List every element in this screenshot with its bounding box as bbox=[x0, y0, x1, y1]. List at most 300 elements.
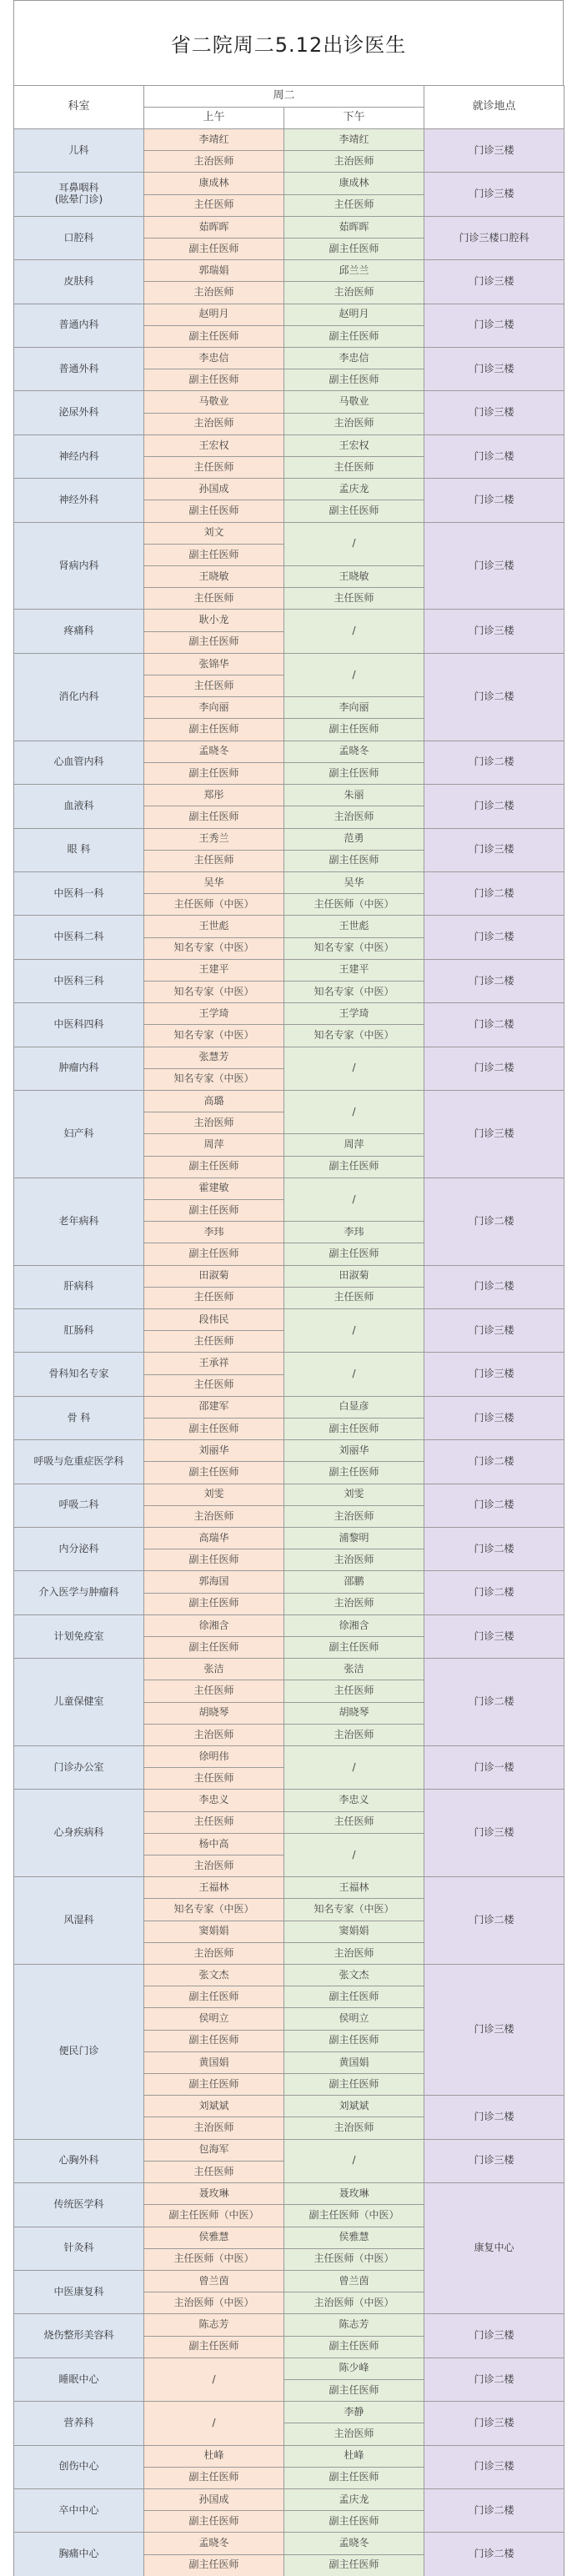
location-cell: 门诊一楼 bbox=[424, 1746, 564, 1790]
location-cell: 门诊二楼 bbox=[424, 1659, 564, 1746]
pm-doctor-cell: 孟晓冬 bbox=[284, 741, 424, 762]
am-doctor-cell: 邵建军 bbox=[144, 1396, 284, 1418]
table-row bbox=[14, 434, 564, 456]
am-doctor-cell: 刘斌斌 bbox=[144, 2096, 284, 2117]
location-cell: 门诊三楼 bbox=[424, 1308, 564, 1352]
pm-doctor-cell: 王宏权 bbox=[284, 434, 424, 456]
am-doctor-cell: 主任医师 bbox=[144, 588, 284, 610]
am-doctor-cell: 茹晖晖 bbox=[144, 216, 284, 238]
am-doctor-cell: 田淑菊 bbox=[144, 1265, 284, 1287]
pm-doctor-cell: 副主任医师 bbox=[284, 1986, 424, 2008]
pm-doctor-cell: 副主任医师 bbox=[284, 2379, 424, 2401]
location-cell: 门诊三楼 bbox=[424, 2402, 564, 2445]
table-header bbox=[14, 86, 564, 129]
pm-doctor-cell: 康成林 bbox=[284, 173, 424, 194]
pm-doctor-cell: 孟晓冬 bbox=[284, 2533, 424, 2554]
pm-doctor-cell: 副主任医师 bbox=[284, 500, 424, 522]
pm-doctor-cell: / bbox=[284, 1746, 424, 1790]
location-cell: 门诊三楼 bbox=[424, 1396, 564, 1439]
pm-doctor-cell: 副主任医师 bbox=[284, 2030, 424, 2051]
am-doctor-cell: 孙国成 bbox=[144, 2488, 284, 2510]
dept-cell: 中医康复科 bbox=[14, 2270, 144, 2313]
pm-doctor-cell: 副主任医师 bbox=[284, 1462, 424, 1484]
dept-cell: 内分泌科 bbox=[14, 1528, 144, 1571]
am-doctor-cell: 主治医师 bbox=[144, 1724, 284, 1745]
location-cell: 门诊三楼 bbox=[424, 1790, 564, 1877]
location-cell: 门诊二楼 bbox=[424, 2488, 564, 2532]
am-doctor-cell: 主治医师 bbox=[144, 282, 284, 304]
pm-doctor-cell: 曾兰茵 bbox=[284, 2270, 424, 2292]
location-cell: 门诊二楼 bbox=[424, 653, 564, 741]
table-row bbox=[14, 1614, 564, 1636]
am-doctor-cell: 陈志芳 bbox=[144, 2314, 284, 2336]
pm-doctor-cell: / bbox=[284, 522, 424, 565]
pm-doctor-cell: 李向丽 bbox=[284, 697, 424, 719]
pm-doctor-cell: 副主任医师 bbox=[284, 1637, 424, 1659]
am-doctor-cell: 主治医师（中医） bbox=[144, 2292, 284, 2314]
am-doctor-cell: 副主任医师 bbox=[144, 762, 284, 784]
am-doctor-cell: 刘丽华 bbox=[144, 1440, 284, 1462]
pm-doctor-cell: 赵明月 bbox=[284, 304, 424, 325]
am-doctor-cell: 副主任医师 bbox=[144, 2030, 284, 2051]
location-cell: 门诊三楼 bbox=[424, 2445, 564, 2488]
pm-doctor-cell: 胡晓琴 bbox=[284, 1702, 424, 1724]
am-doctor-cell: 马敬业 bbox=[144, 391, 284, 413]
table-row bbox=[14, 2488, 564, 2510]
pm-doctor-cell: 副主任医师 bbox=[284, 719, 424, 741]
dept-cell: 门诊办公室 bbox=[14, 1746, 144, 1790]
am-doctor-cell: 知名专家（中医） bbox=[144, 1068, 284, 1090]
dept-cell: 风湿科 bbox=[14, 1877, 144, 1965]
pm-doctor-cell: 马敬业 bbox=[284, 391, 424, 413]
dept-cell: 疼痛科 bbox=[14, 610, 144, 653]
pm-doctor-cell: 李靖红 bbox=[284, 129, 424, 151]
table-row bbox=[14, 653, 564, 675]
location-cell: 门诊二楼 bbox=[424, 479, 564, 522]
am-doctor-cell: 副主任医师 bbox=[144, 1593, 284, 1614]
dept-cell: 中医科三科 bbox=[14, 959, 144, 1002]
pm-doctor-cell: 刘丽华 bbox=[284, 1440, 424, 1462]
table-row bbox=[14, 391, 564, 413]
pm-doctor-cell: / bbox=[284, 2139, 424, 2182]
table-row bbox=[14, 785, 564, 806]
schedule-table bbox=[13, 85, 564, 2576]
dept-cell: 中医科二科 bbox=[14, 916, 144, 959]
table-row bbox=[14, 1571, 564, 1593]
table-row bbox=[14, 1090, 564, 1112]
pm-doctor-cell: 主治医师 bbox=[284, 806, 424, 828]
dept-cell: 呼吸二科 bbox=[14, 1484, 144, 1527]
table-row bbox=[14, 959, 564, 981]
table-row bbox=[14, 2183, 564, 2205]
pm-doctor-cell: 副主任医师 bbox=[284, 1418, 424, 1439]
pm-doctor-cell: 茹晖晖 bbox=[284, 216, 424, 238]
location-cell: 门诊三楼 bbox=[424, 522, 564, 610]
pm-doctor-cell: 陈志芳 bbox=[284, 2314, 424, 2336]
pm-doctor-cell: 侯雅慧 bbox=[284, 2227, 424, 2248]
am-doctor-cell: 赵明月 bbox=[144, 304, 284, 325]
location-cell: 门诊二楼 bbox=[424, 1003, 564, 1047]
pm-doctor-cell: 田淑菊 bbox=[284, 1265, 424, 1287]
pm-doctor-cell: 主任医师 bbox=[284, 1680, 424, 1702]
location-cell: 门诊二楼 bbox=[424, 1440, 564, 1484]
table-row bbox=[14, 610, 564, 631]
pm-doctor-cell: 知名专家（中医） bbox=[284, 937, 424, 959]
location-cell: 门诊三楼 bbox=[424, 348, 564, 391]
table-row bbox=[14, 1308, 564, 1330]
table-row bbox=[14, 2533, 564, 2554]
dept-cell: 儿童保健室 bbox=[14, 1659, 144, 1746]
pm-doctor-cell: / bbox=[284, 1090, 424, 1133]
location-cell: 门诊二楼 bbox=[424, 1877, 564, 1965]
am-doctor-cell: 副主任医师 bbox=[144, 544, 284, 565]
header-location: 就诊地点 bbox=[424, 86, 564, 129]
table-body bbox=[14, 129, 564, 2576]
pm-doctor-cell: 杜峰 bbox=[284, 2445, 424, 2467]
pm-doctor-cell: 李玮 bbox=[284, 1222, 424, 1243]
pm-doctor-cell: 副主任医师 bbox=[284, 1243, 424, 1265]
am-doctor-cell: 李玮 bbox=[144, 1222, 284, 1243]
am-doctor-cell: 主任医师 bbox=[144, 1287, 284, 1308]
am-doctor-cell: 李向丽 bbox=[144, 697, 284, 719]
am-doctor-cell: 王建平 bbox=[144, 959, 284, 981]
pm-doctor-cell: 朱丽 bbox=[284, 785, 424, 806]
pm-doctor-cell: 知名专家（中医） bbox=[284, 981, 424, 1002]
pm-doctor-cell: 主治医师（中医） bbox=[284, 2292, 424, 2314]
location-cell: 门诊三楼 bbox=[424, 1965, 564, 2096]
am-doctor-cell: 霍建敏 bbox=[144, 1178, 284, 1199]
pm-doctor-cell: 孟庆龙 bbox=[284, 479, 424, 500]
location-cell: 门诊二楼 bbox=[424, 434, 564, 478]
dept-cell: 口腔科 bbox=[14, 216, 144, 259]
am-doctor-cell: 康成林 bbox=[144, 173, 284, 194]
pm-doctor-cell: 知名专家（中医） bbox=[284, 1025, 424, 1047]
am-doctor-cell: 曾兰茵 bbox=[144, 2270, 284, 2292]
table-row bbox=[14, 1790, 564, 1811]
pm-doctor-cell: 主任医师（中医） bbox=[284, 2248, 424, 2270]
am-doctor-cell: 副主任医师 bbox=[144, 1637, 284, 1659]
am-doctor-cell: 副主任医师 bbox=[144, 2554, 284, 2576]
dept-cell: 心胸外科 bbox=[14, 2139, 144, 2182]
dept-cell: 普通内科 bbox=[14, 304, 144, 347]
am-doctor-cell: 主任医师（中医） bbox=[144, 894, 284, 916]
am-doctor-cell: 副主任医师 bbox=[144, 2336, 284, 2358]
dept-cell: 肾病内科 bbox=[14, 522, 144, 610]
pm-doctor-cell: / bbox=[284, 653, 424, 696]
pm-doctor-cell: 主治医师 bbox=[284, 413, 424, 434]
pm-doctor-cell: 知名专家（中医） bbox=[284, 1899, 424, 1921]
pm-doctor-cell: 副主任医师 bbox=[284, 1156, 424, 1178]
table-row bbox=[14, 173, 564, 194]
am-doctor-cell: 窦娟娟 bbox=[144, 1921, 284, 1942]
am-doctor-cell: 王宏权 bbox=[144, 434, 284, 456]
am-doctor-cell: 知名专家（中医） bbox=[144, 981, 284, 1002]
table-row bbox=[14, 1484, 564, 1505]
am-doctor-cell: 杨中高 bbox=[144, 1833, 284, 1855]
am-doctor-cell: 知名专家（中医） bbox=[144, 937, 284, 959]
am-doctor-cell: 知名专家（中医） bbox=[144, 1025, 284, 1047]
dept-cell: 肿瘤内科 bbox=[14, 1047, 144, 1090]
am-doctor-cell: 侯明立 bbox=[144, 2008, 284, 2030]
am-doctor-cell: 孟晓冬 bbox=[144, 2533, 284, 2554]
table-row bbox=[14, 2358, 564, 2379]
location-cell: 门诊二楼 bbox=[424, 916, 564, 959]
pm-doctor-cell: 侯明立 bbox=[284, 2008, 424, 2030]
pm-doctor-cell: 张文杰 bbox=[284, 1965, 424, 1986]
pm-doctor-cell: / bbox=[284, 1047, 424, 1090]
table-row bbox=[14, 1353, 564, 1374]
pm-doctor-cell: 白显彦 bbox=[284, 1396, 424, 1418]
table-row bbox=[14, 260, 564, 282]
am-doctor-cell: 主治医师 bbox=[144, 151, 284, 173]
pm-doctor-cell: / bbox=[284, 1833, 424, 1876]
am-doctor-cell: 王学琦 bbox=[144, 1003, 284, 1025]
table-row bbox=[14, 216, 564, 238]
location-cell: 门诊二楼 bbox=[424, 959, 564, 1002]
am-doctor-cell: 王承祥 bbox=[144, 1353, 284, 1374]
dept-cell: 创伤中心 bbox=[14, 2445, 144, 2488]
am-doctor-cell: 徐湘含 bbox=[144, 1614, 284, 1636]
pm-doctor-cell: 副主任医师 bbox=[284, 239, 424, 260]
table-row bbox=[14, 741, 564, 762]
am-doctor-cell: 副主任医师 bbox=[144, 325, 284, 347]
am-doctor-cell: 李忠义 bbox=[144, 1790, 284, 1811]
table-row bbox=[14, 129, 564, 151]
am-doctor-cell: 郑彤 bbox=[144, 785, 284, 806]
pm-doctor-cell: 邱兰兰 bbox=[284, 260, 424, 282]
location-cell: 门诊三楼 bbox=[424, 610, 564, 653]
pm-doctor-cell: 李静 bbox=[284, 2402, 424, 2423]
pm-doctor-cell: 副主任医师（中医） bbox=[284, 2205, 424, 2227]
location-cell: 门诊二楼 bbox=[424, 1484, 564, 1527]
dept-cell: 皮肤科 bbox=[14, 260, 144, 304]
dept-cell: 心血管内科 bbox=[14, 741, 144, 784]
am-doctor-cell: 副主任医师 bbox=[144, 1199, 284, 1221]
am-doctor-cell: 高璐 bbox=[144, 1090, 284, 1112]
header-am: 上午 bbox=[144, 108, 284, 129]
pm-doctor-cell: 副主任医师 bbox=[284, 325, 424, 347]
am-doctor-cell: 副主任医师 bbox=[144, 719, 284, 741]
location-cell: 门诊二楼 bbox=[424, 1047, 564, 1090]
dept-cell: 传统医学科 bbox=[14, 2183, 144, 2227]
dept-cell: 耳鼻咽科 (眩晕门诊) bbox=[14, 173, 144, 216]
location-cell: 门诊三楼 bbox=[424, 391, 564, 434]
am-doctor-cell: 副主任医师 bbox=[144, 1549, 284, 1571]
dept-cell: 烧伤整形美容科 bbox=[14, 2314, 144, 2358]
am-doctor-cell: 主任医师 bbox=[144, 1331, 284, 1353]
pm-doctor-cell: 孟庆龙 bbox=[284, 2488, 424, 2510]
am-doctor-cell: 主任医师 bbox=[144, 1680, 284, 1702]
location-cell: 门诊三楼 bbox=[424, 1090, 564, 1178]
location-cell: 门诊三楼 bbox=[424, 1353, 564, 1396]
am-doctor-cell: 李忠信 bbox=[144, 348, 284, 369]
table-row bbox=[14, 2139, 564, 2161]
location-cell: 门诊二楼 bbox=[424, 2533, 564, 2576]
pm-doctor-cell: 主治医师 bbox=[284, 282, 424, 304]
am-doctor-cell: 知名专家（中医） bbox=[144, 1899, 284, 1921]
am-doctor-cell: 郭瑞娟 bbox=[144, 260, 284, 282]
pm-doctor-cell: 周萍 bbox=[284, 1134, 424, 1156]
table-row bbox=[14, 1440, 564, 1462]
table-row bbox=[14, 348, 564, 369]
pm-doctor-cell: 黄国娟 bbox=[284, 2051, 424, 2073]
dept-cell: 介入医学与肿瘤科 bbox=[14, 1571, 144, 1614]
pm-doctor-cell: 主任医师 bbox=[284, 194, 424, 216]
dept-cell: 妇产科 bbox=[14, 1090, 144, 1178]
table-row bbox=[14, 304, 564, 325]
table-row bbox=[14, 828, 564, 850]
pm-doctor-cell: / bbox=[284, 1353, 424, 1396]
am-doctor-cell: 张洁 bbox=[144, 1659, 284, 1680]
am-doctor-cell: 王福林 bbox=[144, 1877, 284, 1899]
am-doctor-cell: 副主任医师 bbox=[144, 806, 284, 828]
am-doctor-cell: 包海军 bbox=[144, 2139, 284, 2161]
pm-doctor-cell: 聂玫琳 bbox=[284, 2183, 424, 2205]
table-row bbox=[14, 1003, 564, 1025]
dept-cell: 骨 科 bbox=[14, 1396, 144, 1439]
pm-doctor-cell: 邵鹏 bbox=[284, 1571, 424, 1593]
header-dept: 科室 bbox=[14, 86, 144, 129]
am-doctor-cell: 副主任医师 bbox=[144, 1418, 284, 1439]
pm-doctor-cell: 副主任医师 bbox=[284, 2074, 424, 2096]
table-row bbox=[14, 1877, 564, 1899]
pm-doctor-cell: 李忠义 bbox=[284, 1790, 424, 1811]
pm-doctor-cell: 副主任医师 bbox=[284, 762, 424, 784]
am-doctor-cell: 主任医师 bbox=[144, 675, 284, 697]
dept-cell: 中医科四科 bbox=[14, 1003, 144, 1047]
table-row bbox=[14, 1178, 564, 1199]
header-pm: 下午 bbox=[284, 108, 424, 129]
am-doctor-cell: 主治医师 bbox=[144, 1112, 284, 1134]
pm-doctor-cell: 陈少峰 bbox=[284, 2358, 424, 2379]
dept-cell: 针灸科 bbox=[14, 2227, 144, 2270]
pm-doctor-cell: 主任医师 bbox=[284, 1811, 424, 1833]
pm-doctor-cell: / bbox=[284, 1178, 424, 1221]
am-doctor-cell: 主任医师（中医） bbox=[144, 2248, 284, 2270]
dept-cell: 消化内科 bbox=[14, 653, 144, 741]
dept-cell: 营养科 bbox=[14, 2402, 144, 2445]
location-cell: 门诊二楼 bbox=[424, 1265, 564, 1308]
pm-doctor-cell: 李忠信 bbox=[284, 348, 424, 369]
am-doctor-cell: 刘文 bbox=[144, 522, 284, 544]
pm-doctor-cell: 副主任医师 bbox=[284, 850, 424, 871]
pm-doctor-cell: 主任医师 bbox=[284, 588, 424, 610]
header-day: 周二 bbox=[144, 86, 424, 108]
am-doctor-cell: 李靖红 bbox=[144, 129, 284, 151]
am-doctor-cell: 主任医师 bbox=[144, 850, 284, 871]
am-doctor-cell: 孙国成 bbox=[144, 479, 284, 500]
dept-cell: 计划免疫室 bbox=[14, 1614, 144, 1658]
am-doctor-cell: 胡晓琴 bbox=[144, 1702, 284, 1724]
pm-doctor-cell: 主治医师 bbox=[284, 2423, 424, 2445]
dept-cell: 眼 科 bbox=[14, 828, 144, 871]
am-doctor-cell: 张锦华 bbox=[144, 653, 284, 675]
pm-doctor-cell: / bbox=[284, 610, 424, 653]
location-cell: 康复中心 bbox=[424, 2183, 564, 2314]
dept-cell: 中医科一科 bbox=[14, 871, 144, 915]
am-doctor-cell: 张文杰 bbox=[144, 1965, 284, 1986]
pm-doctor-cell: 副主任医师 bbox=[284, 2511, 424, 2533]
table-row bbox=[14, 916, 564, 937]
am-doctor-cell: 主任医师 bbox=[144, 457, 284, 479]
pm-doctor-cell: 副主任医师 bbox=[284, 2467, 424, 2488]
table-row bbox=[14, 1528, 564, 1549]
pm-doctor-cell: 主治医师 bbox=[284, 151, 424, 173]
am-doctor-cell: 副主任医师 bbox=[144, 369, 284, 391]
dept-cell: 骨科知名专家 bbox=[14, 1353, 144, 1396]
dept-cell: 肛肠科 bbox=[14, 1308, 144, 1352]
pm-doctor-cell: 主治医师 bbox=[284, 1724, 424, 1745]
pm-doctor-cell: 王晓敏 bbox=[284, 566, 424, 588]
table-row bbox=[14, 1965, 564, 1986]
am-doctor-cell: 耿小龙 bbox=[144, 610, 284, 631]
am-doctor-cell: 孟晓冬 bbox=[144, 741, 284, 762]
pm-doctor-cell: 范勇 bbox=[284, 828, 424, 850]
pm-doctor-cell: 主任医师 bbox=[284, 1287, 424, 1308]
location-cell: 门诊三楼 bbox=[424, 173, 564, 216]
dept-cell: 神经内科 bbox=[14, 434, 144, 478]
dept-cell: 老年病科 bbox=[14, 1178, 144, 1265]
pm-doctor-cell: 张洁 bbox=[284, 1659, 424, 1680]
pm-doctor-cell: 窦娟娟 bbox=[284, 1921, 424, 1942]
location-cell: 门诊二楼 bbox=[424, 871, 564, 915]
pm-doctor-cell: 王学琦 bbox=[284, 1003, 424, 1025]
am-doctor-cell: 副主任医师 bbox=[144, 500, 284, 522]
am-doctor-cell: / bbox=[144, 2402, 284, 2445]
am-doctor-cell: 副主任医师 bbox=[144, 631, 284, 653]
am-doctor-cell: 张慧芳 bbox=[144, 1047, 284, 1068]
dept-cell: 血液科 bbox=[14, 785, 144, 828]
pm-doctor-cell: 吴华 bbox=[284, 871, 424, 893]
location-cell: 门诊三楼 bbox=[424, 260, 564, 304]
location-cell: 门诊二楼 bbox=[424, 1528, 564, 1571]
am-doctor-cell: 主治医师 bbox=[144, 2117, 284, 2139]
location-cell: 门诊三楼口腔科 bbox=[424, 216, 564, 259]
table-row bbox=[14, 1659, 564, 1680]
pm-doctor-cell: 刘斌斌 bbox=[284, 2096, 424, 2117]
pm-doctor-cell: 主治医师 bbox=[284, 2117, 424, 2139]
am-doctor-cell: 王秀兰 bbox=[144, 828, 284, 850]
table-row bbox=[14, 2402, 564, 2423]
am-doctor-cell: 主治医师 bbox=[144, 413, 284, 434]
am-doctor-cell: 副主任医师 bbox=[144, 1156, 284, 1178]
am-doctor-cell: 主任医师 bbox=[144, 1811, 284, 1833]
am-doctor-cell: 王晓敏 bbox=[144, 566, 284, 588]
am-doctor-cell: 副主任医师 bbox=[144, 1986, 284, 2008]
am-doctor-cell: 副主任医师 bbox=[144, 2467, 284, 2488]
am-doctor-cell: 段伟民 bbox=[144, 1308, 284, 1330]
am-doctor-cell: 副主任医师 bbox=[144, 2511, 284, 2533]
dept-cell: 睡眠中心 bbox=[14, 2358, 144, 2401]
location-cell: 门诊二楼 bbox=[424, 1571, 564, 1614]
location-cell: 门诊三楼 bbox=[424, 1614, 564, 1658]
am-doctor-cell: 主治医师 bbox=[144, 1942, 284, 1964]
dept-cell: 心身疾病科 bbox=[14, 1790, 144, 1877]
dept-cell: 便民门诊 bbox=[14, 1965, 144, 2140]
table-row bbox=[14, 2445, 564, 2467]
am-doctor-cell: 副主任医师 bbox=[144, 1462, 284, 1484]
table-row bbox=[14, 1746, 564, 1768]
am-doctor-cell: 徐明伟 bbox=[144, 1746, 284, 1768]
dept-cell: 神经外科 bbox=[14, 479, 144, 522]
location-cell: 门诊三楼 bbox=[424, 828, 564, 871]
am-doctor-cell: 主治医师 bbox=[144, 1505, 284, 1527]
am-doctor-cell: 主任医师 bbox=[144, 194, 284, 216]
am-doctor-cell: / bbox=[144, 2358, 284, 2401]
am-doctor-cell: 黄国娟 bbox=[144, 2051, 284, 2073]
am-doctor-cell: 聂玫琳 bbox=[144, 2183, 284, 2205]
pm-doctor-cell: 王世彪 bbox=[284, 916, 424, 937]
